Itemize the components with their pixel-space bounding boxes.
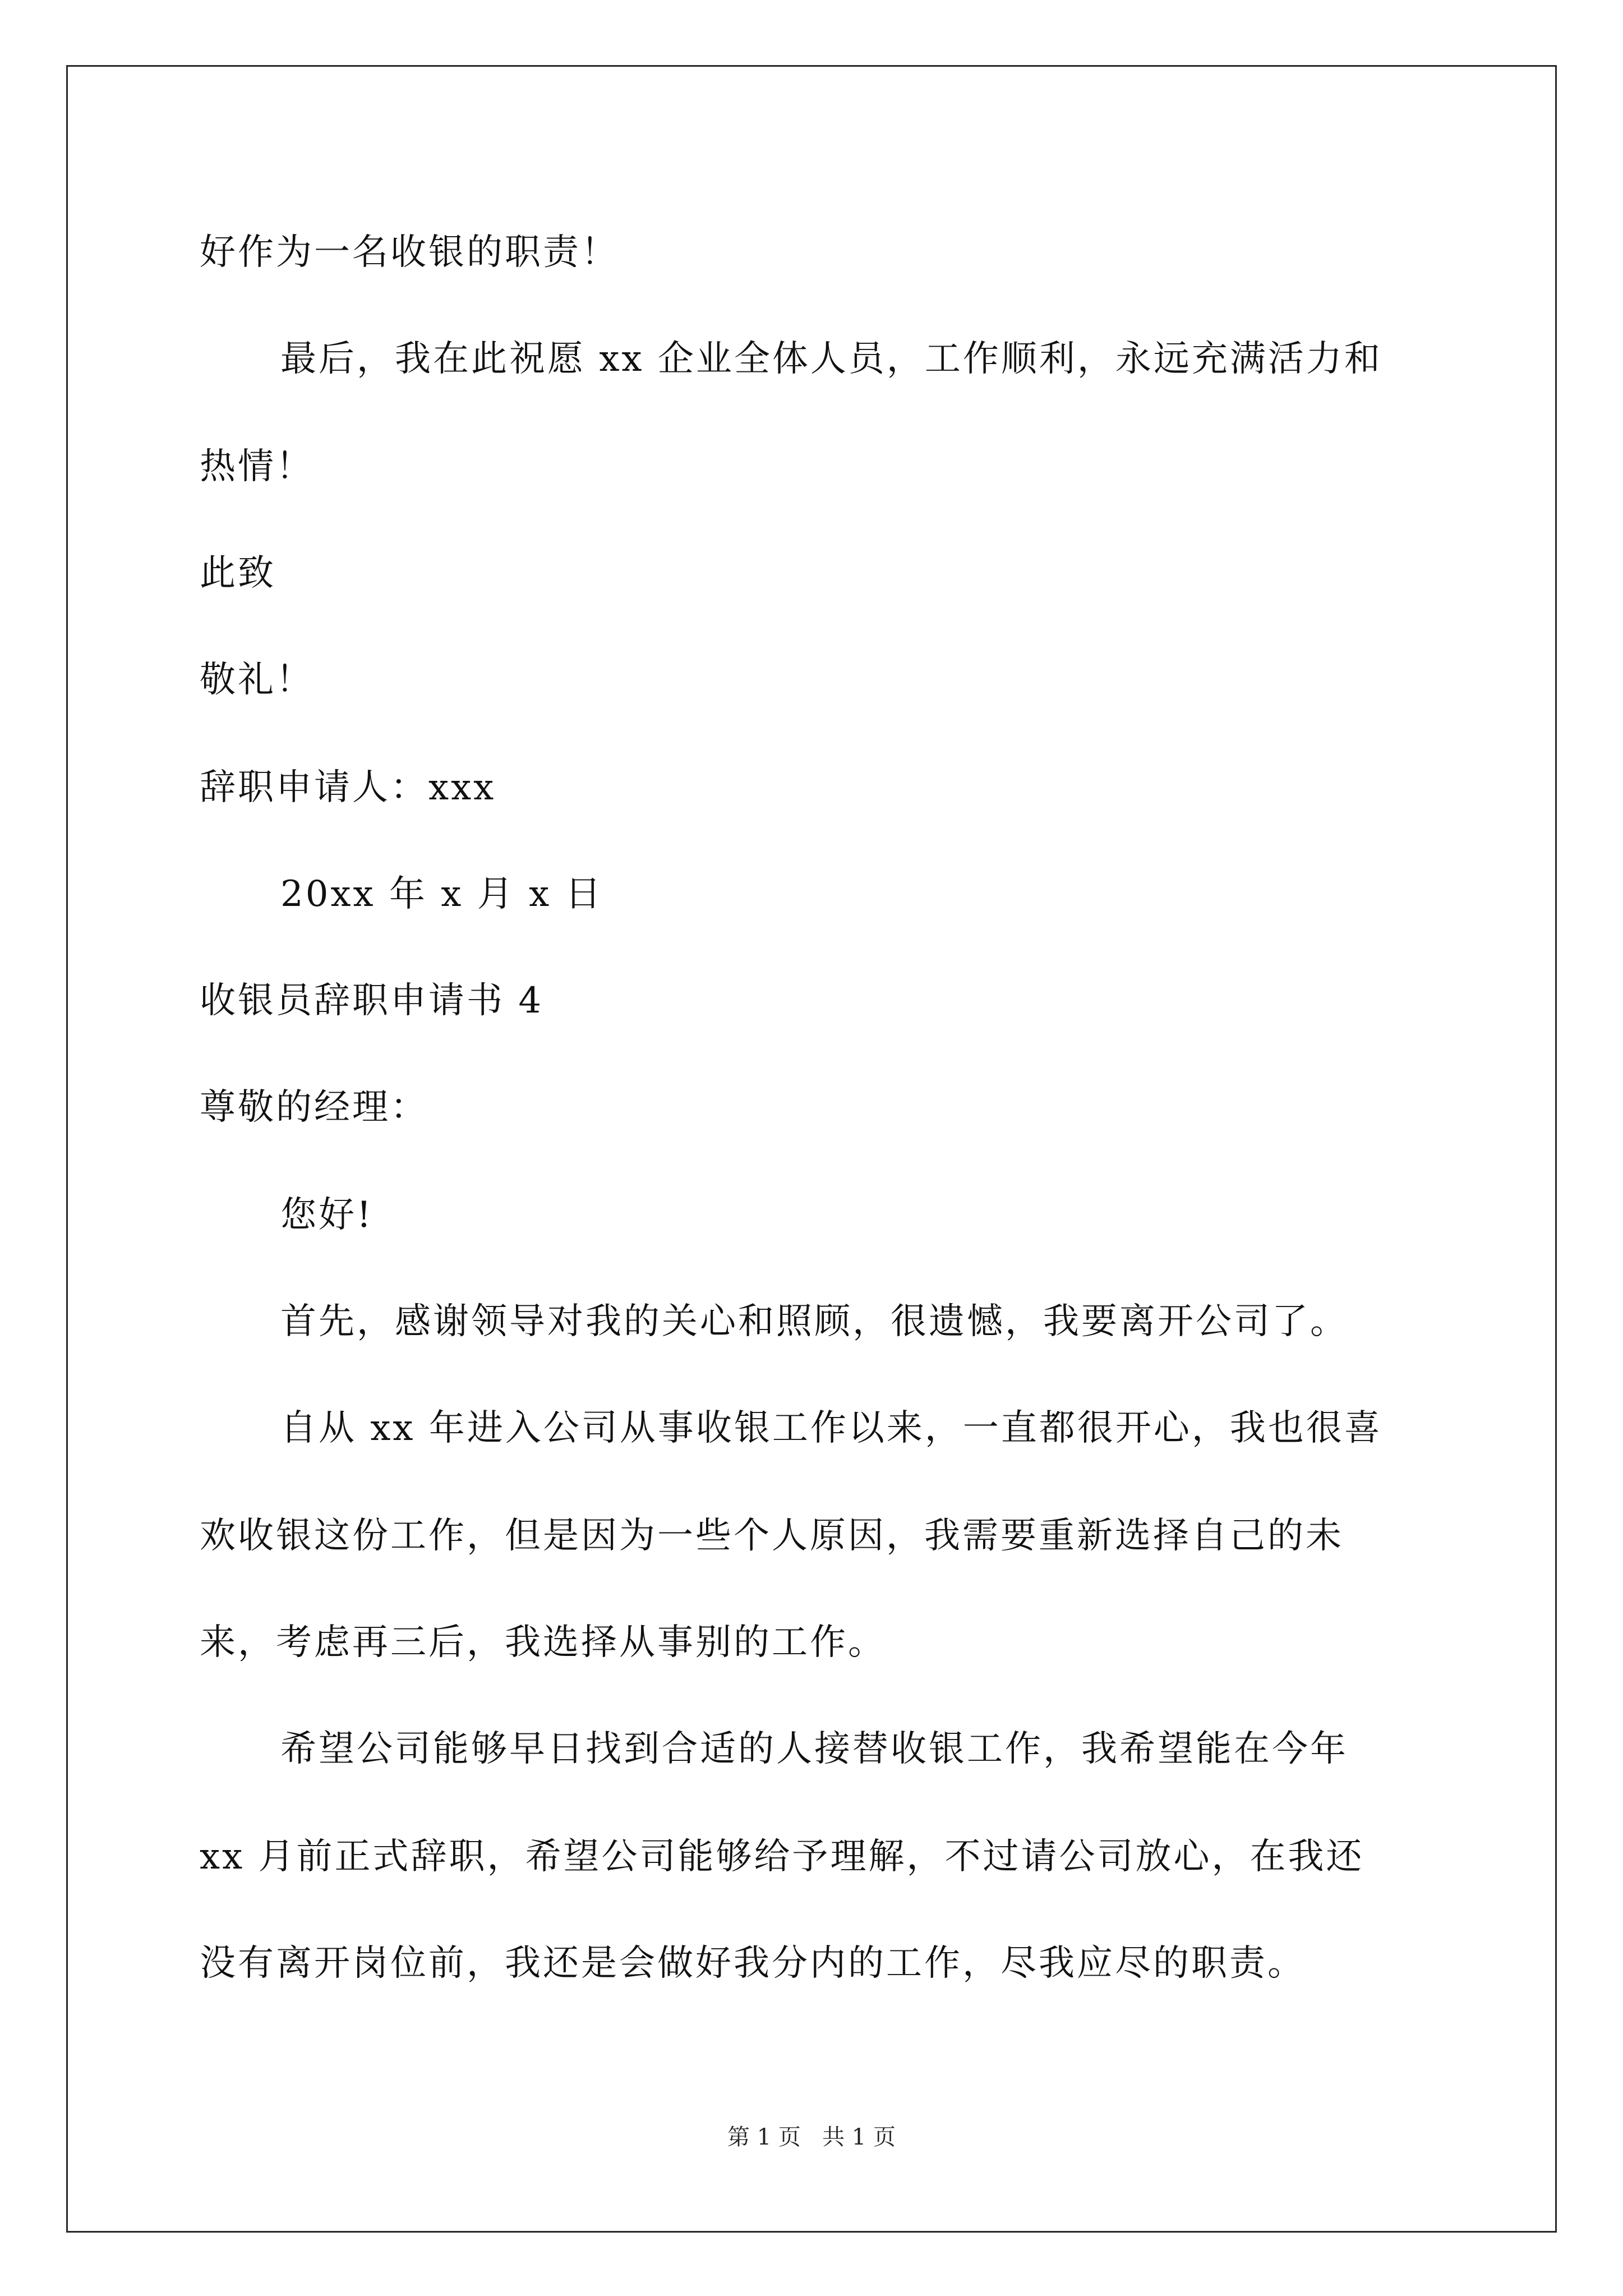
date-line: 20xx 年 x 月 x 日 — [280, 873, 603, 915]
greeting: 您好! — [280, 1194, 374, 1236]
text-line: 好作为一名收银的职责！ — [200, 232, 619, 273]
page-border — [66, 65, 1557, 2233]
salutation: 尊敬的经理： — [200, 1087, 428, 1128]
text-line: 来，考虑再三后，我选择从事别的工作。 — [200, 1622, 886, 1663]
page-footer: 第 1 页 共 1 页 — [727, 2124, 896, 2150]
text-line: 希望公司能够早日找到合适的人接替收银工作，我希望能在今年 — [280, 1728, 1348, 1770]
section-title: 收银员辞职申请书 4 — [200, 980, 544, 1022]
signature-line: 辞职申请人：xxx — [200, 767, 496, 808]
text-line: 敬礼！ — [200, 659, 314, 701]
text-line: 此致 — [200, 553, 276, 594]
text-line: 最后，我在此祝愿 xx 企业全体人员，工作顺利，永远充满活力和 — [280, 338, 1382, 380]
text-line: 欢收银这份工作，但是因为一些个人原因，我需要重新选择自己的未 — [200, 1515, 1344, 1557]
text-line: 首先，感谢领导对我的关心和照顾，很遗憾，我要离开公司了。 — [280, 1301, 1348, 1342]
text-line: 自从 xx 年进入公司从事收银工作以来，一直都很开心，我也很喜 — [280, 1407, 1382, 1449]
text-line: 没有离开岗位前，我还是会做好我分内的工作，尽我应尽的职责。 — [200, 1943, 1306, 1984]
text-line: xx 月前正式辞职，希望公司能够给予理解，不过请公司放心，在我还 — [200, 1836, 1364, 1878]
text-line: 热情！ — [200, 446, 314, 487]
